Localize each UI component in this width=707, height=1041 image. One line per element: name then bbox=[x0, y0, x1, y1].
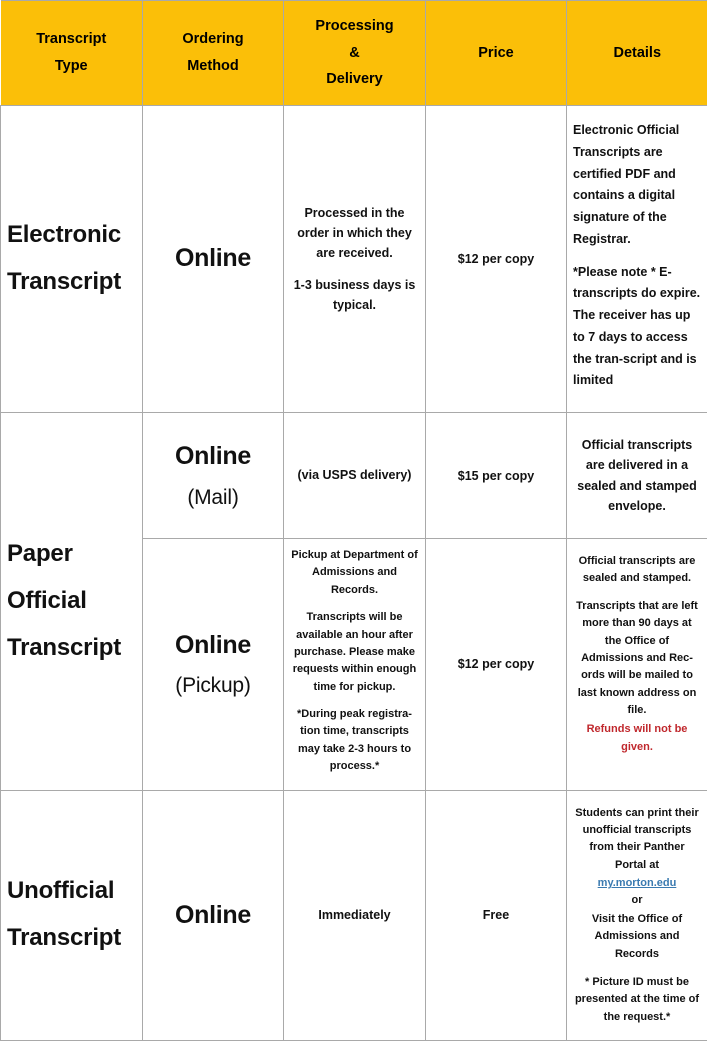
type-line: Paper bbox=[7, 531, 136, 578]
details-paragraph: Visit the Office of Admissions and Records bbox=[573, 911, 701, 963]
details-paragraph: Transcripts that are left more than 90 days at the Office of Admissions and Rec-ords will be mailed to last known address on file. bbox=[573, 598, 701, 720]
processing-paragraph: 1-3 business days is typical. bbox=[290, 275, 419, 316]
table-row-unofficial-transcript bbox=[1, 790, 707, 1041]
details-paragraph: *Please note * E-transcripts do expire. The receiver has up to 7 days to access the tran-script and is limited bbox=[573, 262, 701, 393]
cell-processing-unofficial bbox=[284, 790, 426, 1041]
header-line: Processing bbox=[290, 13, 419, 40]
header-line: Transcript bbox=[7, 26, 137, 53]
cell-details-mail bbox=[567, 413, 707, 539]
details-paragraph: Official transcripts are sealed and stamped. bbox=[573, 553, 701, 588]
processing-paragraph: Transcripts will be available an hour after purchase. Please make requests within enough time for pickup. bbox=[290, 609, 419, 696]
refund-warning-note: Refunds will not be given. bbox=[573, 721, 701, 756]
column-header-transcript-type bbox=[1, 1, 143, 106]
cell-details-unofficial bbox=[567, 790, 707, 1041]
processing-paragraph: Pickup at Department of Admissions and Records. bbox=[290, 547, 419, 599]
type-line: Official bbox=[7, 578, 136, 625]
cell-transcript-type-paper-official bbox=[1, 413, 143, 791]
type-line: Unofficial bbox=[7, 868, 136, 915]
column-header-ordering-method bbox=[143, 1, 284, 106]
cell-price-electronic bbox=[426, 106, 567, 413]
cell-price-pickup bbox=[426, 539, 567, 791]
panther-portal-link[interactable]: my.morton.edu bbox=[573, 875, 701, 892]
header-line: Type bbox=[7, 53, 137, 80]
details-picture-id-note: * Picture ID must be presented at the time of the request.* bbox=[573, 974, 701, 1026]
column-header-processing-delivery bbox=[284, 1, 426, 106]
type-line: Transcript bbox=[7, 625, 136, 672]
table-header bbox=[1, 1, 707, 106]
type-line: Transcript bbox=[7, 259, 136, 306]
processing-value: Immediately bbox=[318, 908, 390, 922]
header-line: Details bbox=[573, 40, 702, 67]
details-or-separator: or bbox=[573, 892, 701, 909]
method-label: Online bbox=[149, 897, 277, 935]
table-body bbox=[1, 106, 707, 1041]
cell-transcript-type-electronic bbox=[1, 106, 143, 413]
price-value: $15 per copy bbox=[458, 469, 534, 483]
header-row bbox=[1, 1, 707, 106]
type-line: Transcript bbox=[7, 915, 136, 962]
header-line: & bbox=[290, 40, 419, 67]
header-line: Ordering bbox=[149, 26, 277, 53]
details-paragraph: Students can print their unofficial transcripts from their Panther Portal at bbox=[573, 805, 701, 875]
cell-processing-pickup bbox=[284, 539, 426, 791]
cell-ordering-method-mail bbox=[143, 413, 284, 539]
column-header-details bbox=[567, 1, 707, 106]
processing-paragraph: Processed in the order in which they are received. bbox=[290, 203, 419, 264]
price-value: $12 per copy bbox=[458, 657, 534, 671]
details-paragraph: Electronic Official Transcripts are certified PDF and contains a digital signature of the Registrar. bbox=[573, 120, 701, 251]
processing-paragraph: (via USPS delivery) bbox=[290, 465, 419, 485]
type-line: Electronic bbox=[7, 212, 136, 259]
price-value: Free bbox=[483, 908, 509, 922]
cell-price-unofficial bbox=[426, 790, 567, 1041]
cell-ordering-method-electronic bbox=[143, 106, 284, 413]
method-label: Online bbox=[149, 627, 277, 665]
details-paragraph: Official transcripts are delivered in a sealed and stamped envelope. bbox=[573, 435, 701, 516]
header-line: Method bbox=[149, 53, 277, 80]
header-line: Price bbox=[432, 40, 560, 67]
cell-processing-mail bbox=[284, 413, 426, 539]
cell-details-pickup bbox=[567, 539, 707, 791]
cell-details-electronic bbox=[567, 106, 707, 413]
processing-paragraph: *During peak registra-tion time, transcripts may take 2-3 hours to process.* bbox=[290, 706, 419, 776]
price-value: $12 per copy bbox=[458, 252, 534, 266]
method-label: Online bbox=[149, 240, 277, 278]
cell-transcript-type-unofficial bbox=[1, 790, 143, 1041]
cell-ordering-method-pickup bbox=[143, 539, 284, 791]
table-row-paper-official-mail bbox=[1, 413, 707, 539]
cell-ordering-method-unofficial bbox=[143, 790, 284, 1041]
method-sublabel: (Pickup) bbox=[149, 670, 277, 702]
column-header-price bbox=[426, 1, 567, 106]
cell-price-mail bbox=[426, 413, 567, 539]
cell-processing-electronic bbox=[284, 106, 426, 413]
method-label: Online bbox=[149, 438, 277, 476]
header-line: Delivery bbox=[290, 66, 419, 93]
method-sublabel: (Mail) bbox=[149, 482, 277, 514]
table-row-electronic-transcript bbox=[1, 106, 707, 413]
